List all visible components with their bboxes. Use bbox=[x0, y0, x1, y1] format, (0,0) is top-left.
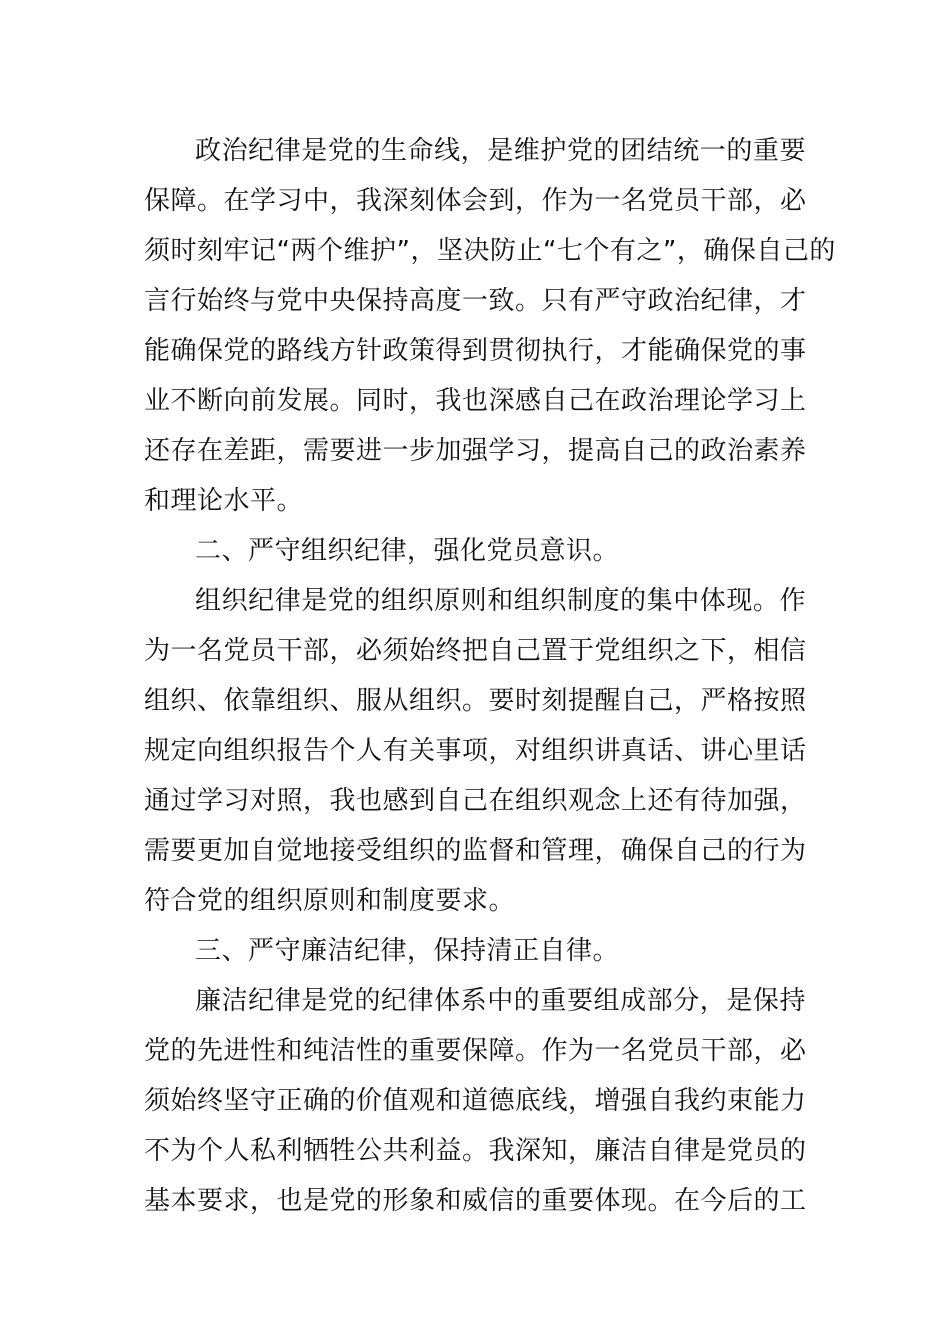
paragraph-organizational-discipline bbox=[144, 576, 806, 926]
text-line: 保障。在学习中，我深刻体会到，作为一名党员干部，必 bbox=[144, 186, 807, 216]
text-line: 须始终坚守正确的价值观和道德底线，增强自我约束能力 bbox=[144, 1086, 807, 1116]
paragraph-political-discipline bbox=[144, 126, 836, 526]
section-heading-three bbox=[144, 926, 806, 976]
heading-line: 三、严守廉洁纪律，保持清正自律。 bbox=[195, 936, 620, 966]
text-line: 组织纪律是党的组织原则和组织制度的集中体现。作 bbox=[195, 586, 806, 616]
text-line: 不为个人私利牺牲公共利益。我深知，廉洁自律是党员的 bbox=[144, 1136, 807, 1166]
text-line: 需要更加自觉地接受组织的监督和管理，确保自己的行为 bbox=[144, 836, 807, 866]
text-line: 党的先进性和纯洁性的重要保障。作为一名党员干部，必 bbox=[144, 1036, 807, 1066]
text-line: 业不断向前发展。同时，我也深感自己在政治理论学习上 bbox=[144, 386, 807, 416]
text-line: 言行始终与党中央保持高度一致。只有严守政治纪律，才 bbox=[144, 286, 807, 316]
text-line: 政治纪律是党的生命线，是维护党的团结统一的重要 bbox=[195, 136, 806, 166]
text-line: 基本要求，也是党的形象和威信的重要体现。在今后的工 bbox=[144, 1186, 807, 1216]
heading-line: 二、严守组织纪律，强化党员意识。 bbox=[195, 536, 620, 566]
text-line: 组织、依靠组织、服从组织。要时刻提醒自己，严格按照 bbox=[144, 686, 807, 716]
text-line: 为一名党员干部，必须始终把自己置于党组织之下，相信 bbox=[144, 636, 807, 666]
text-line: 能确保党的路线方针政策得到贯彻执行，才能确保党的事 bbox=[144, 336, 807, 366]
text-line: 和理论水平。 bbox=[144, 486, 304, 516]
text-line: 符合党的组织原则和制度要求。 bbox=[144, 886, 516, 916]
text-line: 通过学习对照，我也感到自己在组织观念上还有待加强， bbox=[144, 786, 807, 816]
paragraph-integrity-discipline bbox=[144, 976, 806, 1226]
text-line: 廉洁纪律是党的纪律体系中的重要组成部分，是保持 bbox=[195, 986, 806, 1016]
document-body bbox=[144, 126, 836, 1226]
text-line: 还存在差距，需要进一步加强学习，提高自己的政治素养 bbox=[144, 436, 807, 466]
text-line: 规定向组织报告个人有关事项，对组织讲真话、讲心里话 bbox=[144, 736, 807, 766]
text-line: 须时刻牢记“两个维护”，坚决防止“七个有之”，确保自己的 bbox=[144, 236, 836, 266]
section-heading-two bbox=[144, 526, 806, 576]
